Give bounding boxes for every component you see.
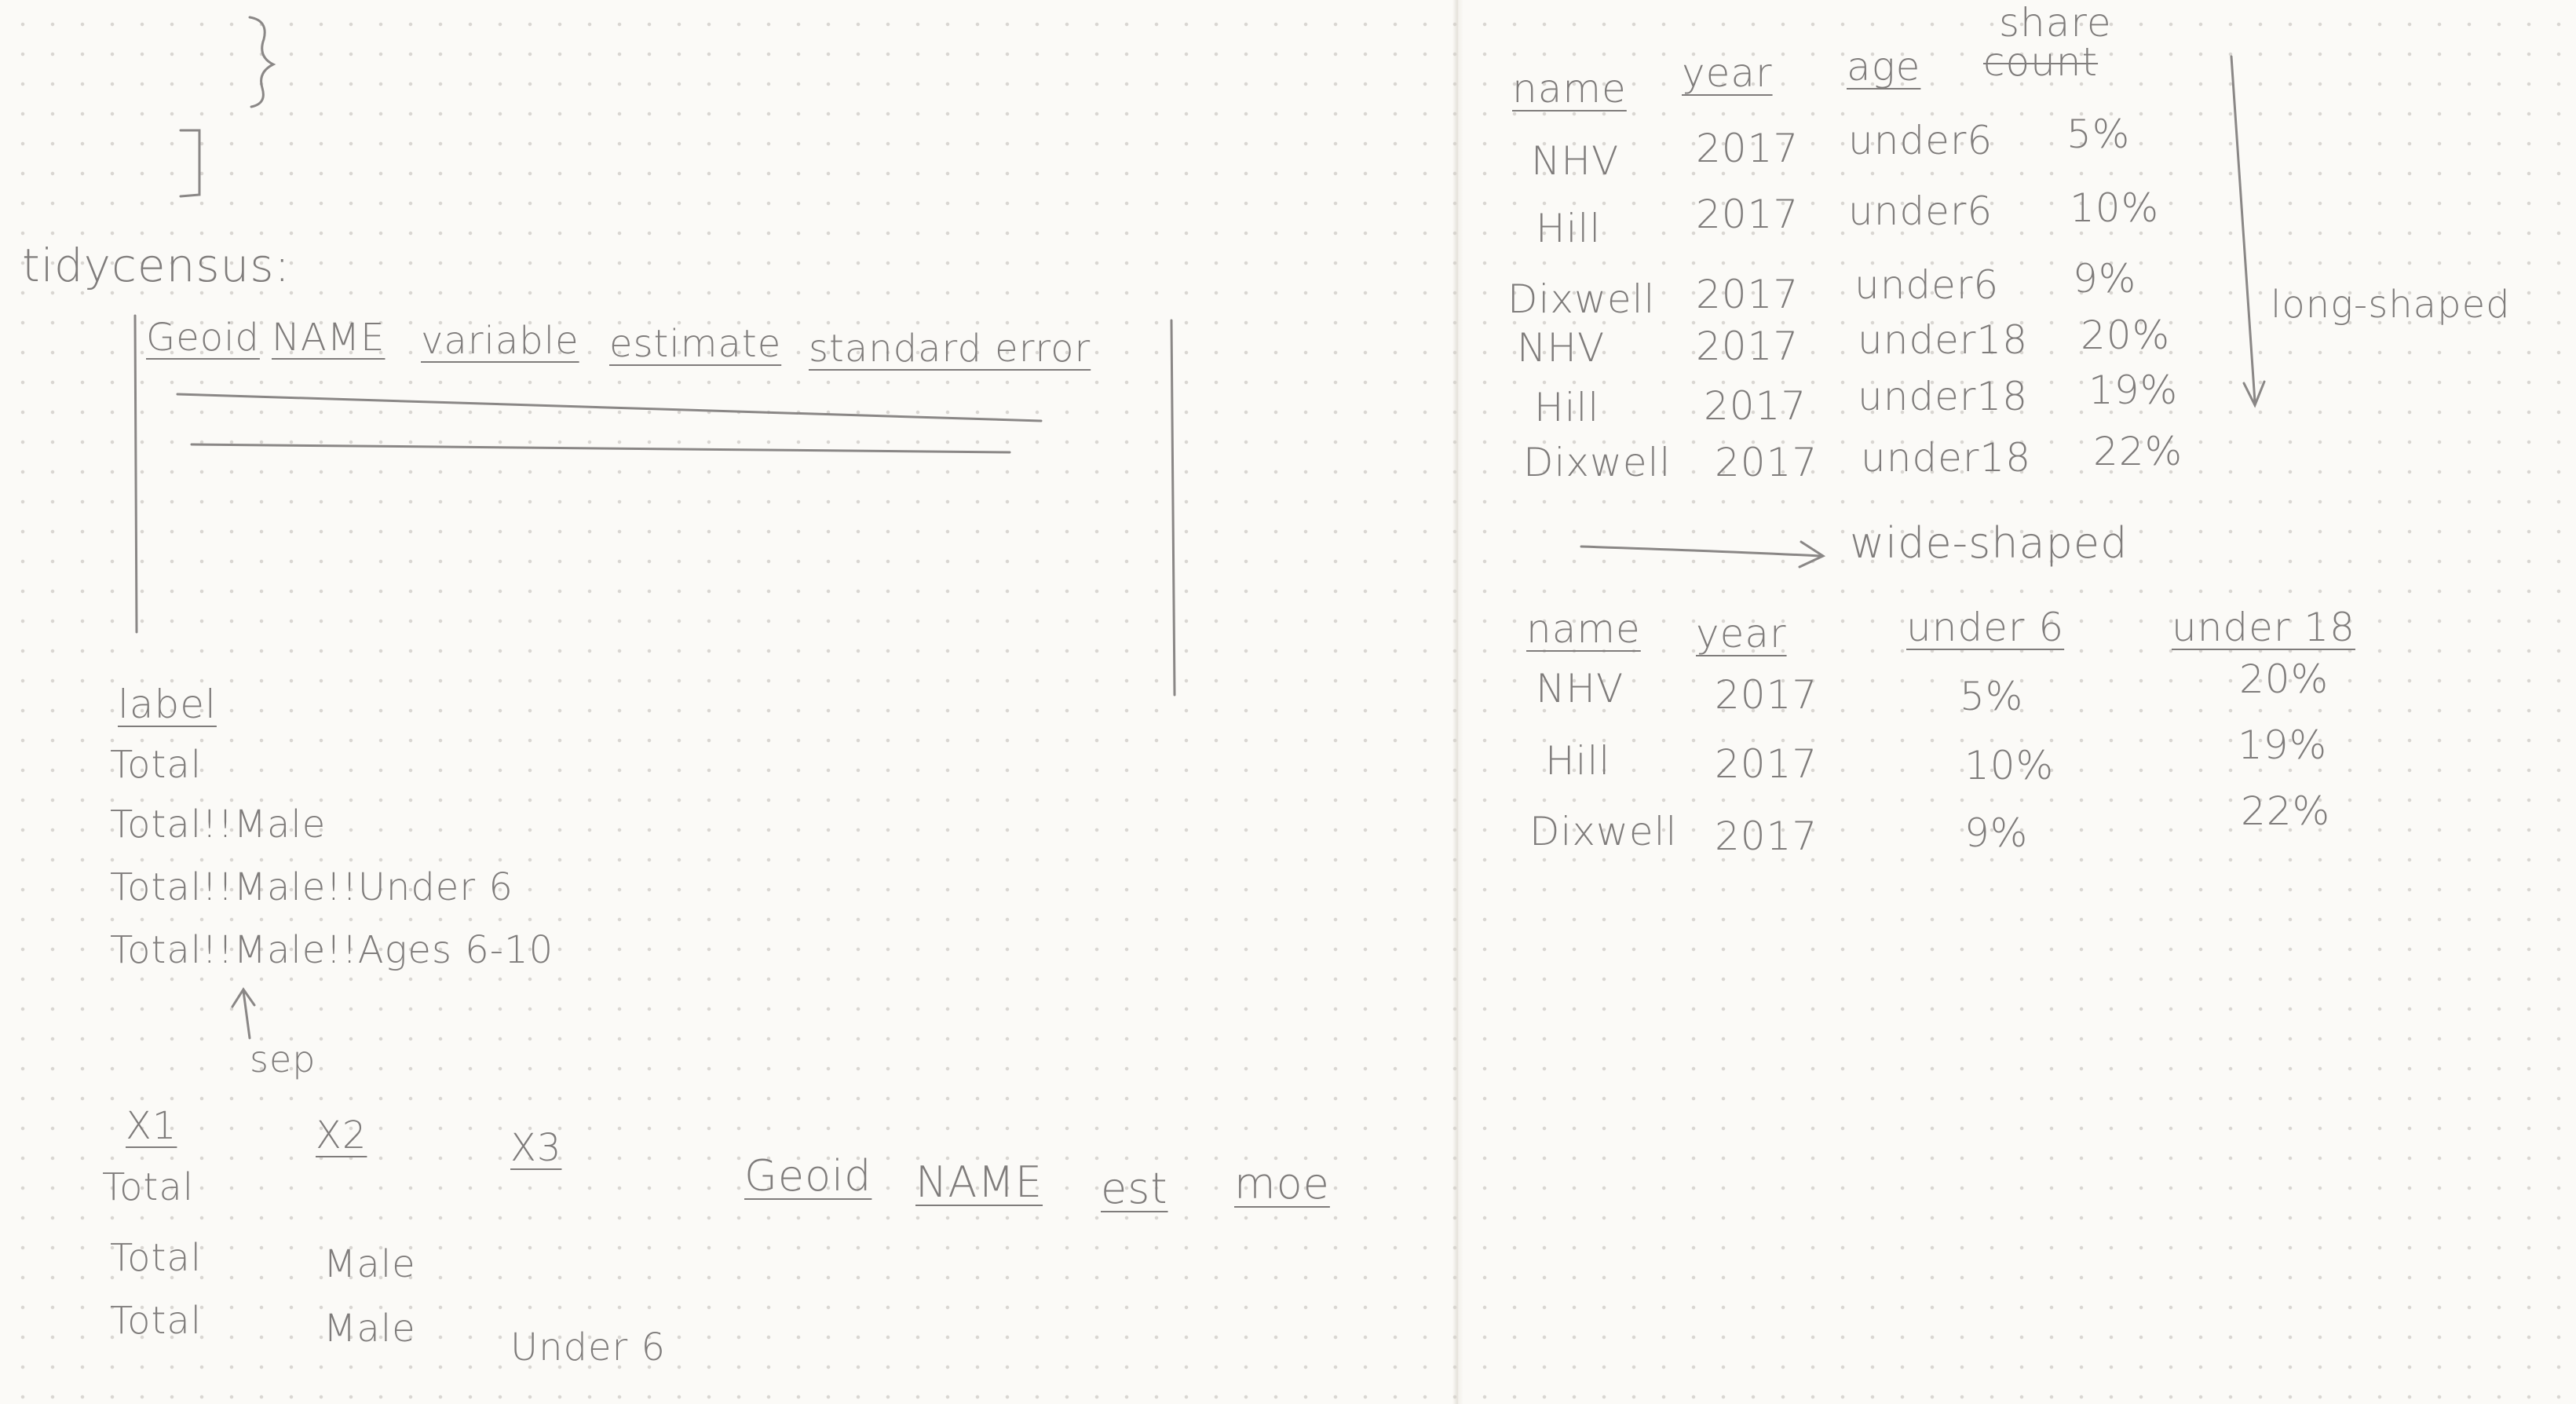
long-cell: 2017 xyxy=(1696,324,1800,369)
long-header-year: year xyxy=(1682,50,1773,96)
header-name: NAME xyxy=(272,316,385,360)
long-cell: 20% xyxy=(2081,313,2171,358)
header-standard-error: standard error xyxy=(809,327,1091,371)
split-cell: Total xyxy=(110,1236,203,1280)
split-cell: Male xyxy=(323,1307,416,1351)
split-cell: Under 6 xyxy=(510,1325,667,1369)
split-header-x2: X2 xyxy=(316,1113,367,1157)
long-cell: 10% xyxy=(2070,185,2160,231)
long-shaped-label: long-shaped xyxy=(2271,283,2511,327)
wide-cell: 10% xyxy=(1964,743,2055,788)
wide-header-under6: under 6 xyxy=(1906,605,2065,650)
long-cell: 2017 xyxy=(1704,383,1807,429)
wide-cell: 19% xyxy=(2238,722,2328,768)
wide-header-under18: under 18 xyxy=(2172,605,2355,650)
box-row-line xyxy=(192,444,1010,452)
long-cell: under6 xyxy=(1848,188,1993,234)
long-arrow-shaft xyxy=(2231,57,2255,402)
label-header: label xyxy=(118,682,217,727)
curly-brace-stroke xyxy=(250,17,273,107)
split-cell: Total xyxy=(110,1299,203,1343)
wide-cell: 20% xyxy=(2239,656,2329,702)
wide-cell: 22% xyxy=(2241,788,2331,834)
long-cell: 2017 xyxy=(1715,440,1818,485)
long-header-count-struck: count xyxy=(1983,39,2099,85)
long-cell: under6 xyxy=(1854,262,2000,308)
wide-cell: 2017 xyxy=(1715,672,1818,718)
long-cell: 5% xyxy=(2066,112,2131,157)
header-variable: variable xyxy=(421,319,579,363)
long-cell: Dixwell xyxy=(1523,440,1672,485)
long-header-age: age xyxy=(1847,44,1921,90)
long-cell: under18 xyxy=(1861,435,2032,481)
long-cell: under18 xyxy=(1858,374,2029,419)
long-cell: under18 xyxy=(1858,317,2029,363)
bottom-header-moe: moe xyxy=(1234,1159,1330,1208)
wide-cell: 2017 xyxy=(1715,741,1818,787)
box-left-border xyxy=(135,316,137,632)
wide-shaped-label: wide-shaped xyxy=(1850,518,2128,568)
header-geoid: Geoid xyxy=(146,316,260,360)
sep-note: sep xyxy=(250,1038,316,1080)
square-bracket-stroke xyxy=(181,130,199,196)
long-cell: 2017 xyxy=(1696,126,1800,171)
wide-header-name: name xyxy=(1526,606,1641,652)
box-row-line xyxy=(177,394,1041,421)
long-cell: Dixwell xyxy=(1507,276,1656,322)
long-cell: 2017 xyxy=(1696,272,1800,317)
long-cell: 9% xyxy=(2073,256,2137,302)
label-row: Total!!Male xyxy=(110,803,327,846)
wide-cell: Hill xyxy=(1545,738,1611,784)
long-cell: NHV xyxy=(1517,325,1606,371)
bottom-header-name: NAME xyxy=(915,1157,1043,1207)
bottom-header-est: est xyxy=(1101,1164,1168,1213)
long-cell: Hill xyxy=(1534,385,1600,430)
wide-arrow-shaft xyxy=(1581,547,1820,556)
long-header-share: share xyxy=(1999,0,2112,46)
split-header-x1: X1 xyxy=(126,1104,177,1148)
bottom-header-geoid: Geoid xyxy=(744,1151,872,1201)
wide-cell: NHV xyxy=(1536,666,1624,711)
split-header-x3: X3 xyxy=(510,1126,562,1170)
wide-header-year: year xyxy=(1696,611,1787,656)
label-row: Total!!Male!!Under 6 xyxy=(110,865,513,909)
wide-cell: 9% xyxy=(1964,810,2029,856)
long-header-name: name xyxy=(1512,66,1627,112)
wide-cell: 2017 xyxy=(1715,814,1818,859)
long-cell: under6 xyxy=(1848,118,1993,163)
header-estimate: estimate xyxy=(609,322,782,366)
section-title: tidycensus: xyxy=(22,239,291,292)
wide-cell: Dixwell xyxy=(1529,809,1678,854)
label-row: Total!!Male!!Ages 6-10 xyxy=(110,928,554,972)
long-cell: 22% xyxy=(2093,429,2183,474)
wide-cell: 5% xyxy=(1960,674,2024,719)
long-cell: 19% xyxy=(2088,367,2179,413)
label-row: Total xyxy=(110,743,203,787)
split-cell: Male xyxy=(323,1242,416,1286)
long-cell: Hill xyxy=(1536,206,1602,251)
long-cell: 2017 xyxy=(1696,192,1800,237)
long-cell: NHV xyxy=(1531,138,1620,184)
split-cell: Total xyxy=(102,1165,195,1209)
box-right-border xyxy=(1171,320,1175,695)
